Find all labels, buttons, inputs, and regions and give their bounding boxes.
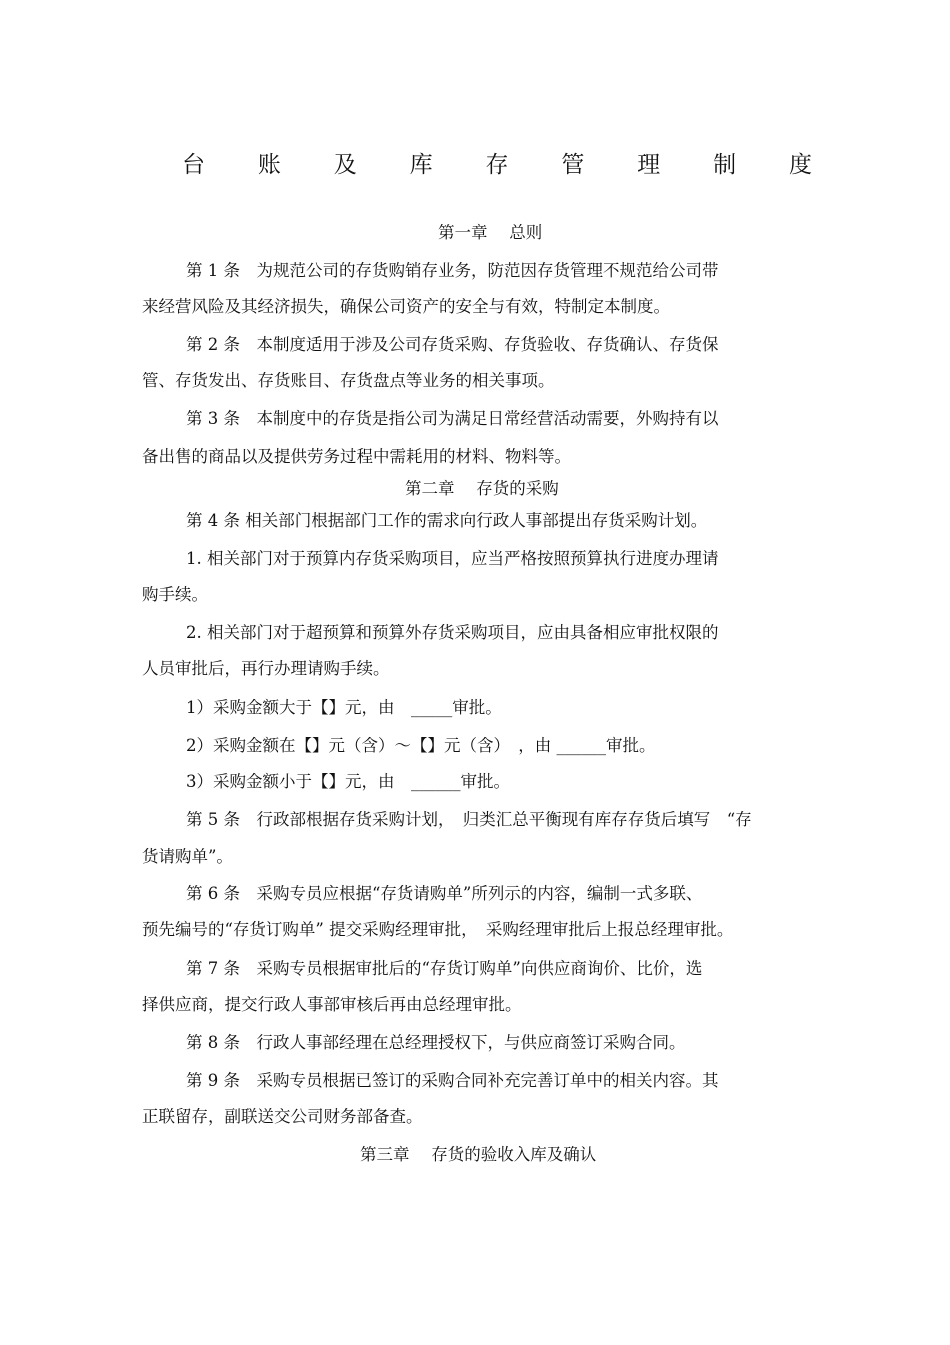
- article-2-line-2: 管、存货发出、存货账目、存货盘点等业务的相关事项。: [142, 371, 555, 390]
- item-2-line-1: 2. 相关部门对于超预算和预算外存货采购项目，应由具备相应审批权限的: [186, 623, 719, 642]
- article-9-line-2: 正联留存，副联送交公司财务部备查。: [142, 1107, 423, 1126]
- article-7-line-1: 第 7 条 采购专员根据审批后的“存货订购单”向供应商询价、比价，选: [186, 959, 703, 978]
- title-char: 库: [409, 152, 433, 178]
- article-9-line-1: 第 9 条 采购专员根据已签订的采购合同补充完善订单中的相关内容。其: [186, 1071, 719, 1090]
- article-2-line-1: 第 2 条 本制度适用于涉及公司存货采购、存货验收、存货确认、存货保: [186, 335, 719, 354]
- item-1-line-2: 购手续。: [142, 585, 208, 604]
- title-char: 账: [257, 152, 281, 178]
- article-8-line-1: 第 8 条 行政人事部经理在总经理授权下，与供应商签订采购合同。: [186, 1033, 686, 1052]
- chapter-2-heading: 第二章 存货的采购: [405, 479, 559, 498]
- sub-item-2: 2）采购金额在【】元（含）～【】元（含） ，由 ______审批。: [186, 736, 656, 755]
- title-char: 存: [485, 152, 509, 178]
- article-4-line-1: 第 4 条 相关部门根据部门工作的需求向行政人事部提出存货采购计划。: [186, 511, 708, 530]
- title-char: 台: [182, 152, 205, 178]
- sub-item-1: 1）采购金额大于【】元，由 _____审批。: [186, 698, 502, 717]
- article-3-line-1: 第 3 条 本制度中的存货是指公司为满足日常经营活动需要，外购持有以: [186, 409, 719, 428]
- article-6-line-2: 预先编号的“存货订购单” 提交采购经理审批， 采购经理审批后上报总经理审批。: [142, 920, 734, 939]
- title-char: 及: [333, 152, 357, 178]
- chapter-1-heading: 第一章 总则: [438, 223, 543, 242]
- title-char: 度: [789, 152, 812, 178]
- article-3-line-2: 备出售的商品以及提供劳务过程中需耗用的材料、物料等。: [142, 447, 571, 466]
- title-char: 管: [561, 152, 585, 178]
- article-1-line-2: 来经营风险及其经济损失，确保公司资产的安全与有效，特制定本制度。: [142, 297, 670, 316]
- article-5-line-1: 第 5 条 行政部根据存货采购计划， 归类汇总平衡现有库存存货后填写 “存: [186, 810, 752, 829]
- item-2-line-2: 人员审批后，再行办理请购手续。: [142, 659, 390, 678]
- sub-item-3: 3）采购金额小于【】元，由 ______审批。: [186, 772, 510, 791]
- article-1-line-1: 第 1 条 为规范公司的存货购销存业务，防范因存货管理不规范给公司带: [186, 261, 719, 280]
- article-5-line-2: 货请购单”。: [142, 847, 233, 866]
- article-6-line-1: 第 6 条 采购专员应根据“存货请购单”所列示的内容，编制一式多联、: [186, 884, 703, 903]
- title-char: 制: [713, 152, 737, 178]
- document-title: [182, 146, 812, 184]
- article-7-line-2: 择供应商，提交行政人事部审核后再由总经理审批。: [142, 995, 522, 1014]
- title-char: 理: [637, 152, 661, 178]
- item-1-line-1: 1. 相关部门对于预算内存货采购项目，应当严格按照预算执行进度办理请: [186, 549, 719, 568]
- chapter-3-heading: 第三章 存货的验收入库及确认: [360, 1145, 597, 1164]
